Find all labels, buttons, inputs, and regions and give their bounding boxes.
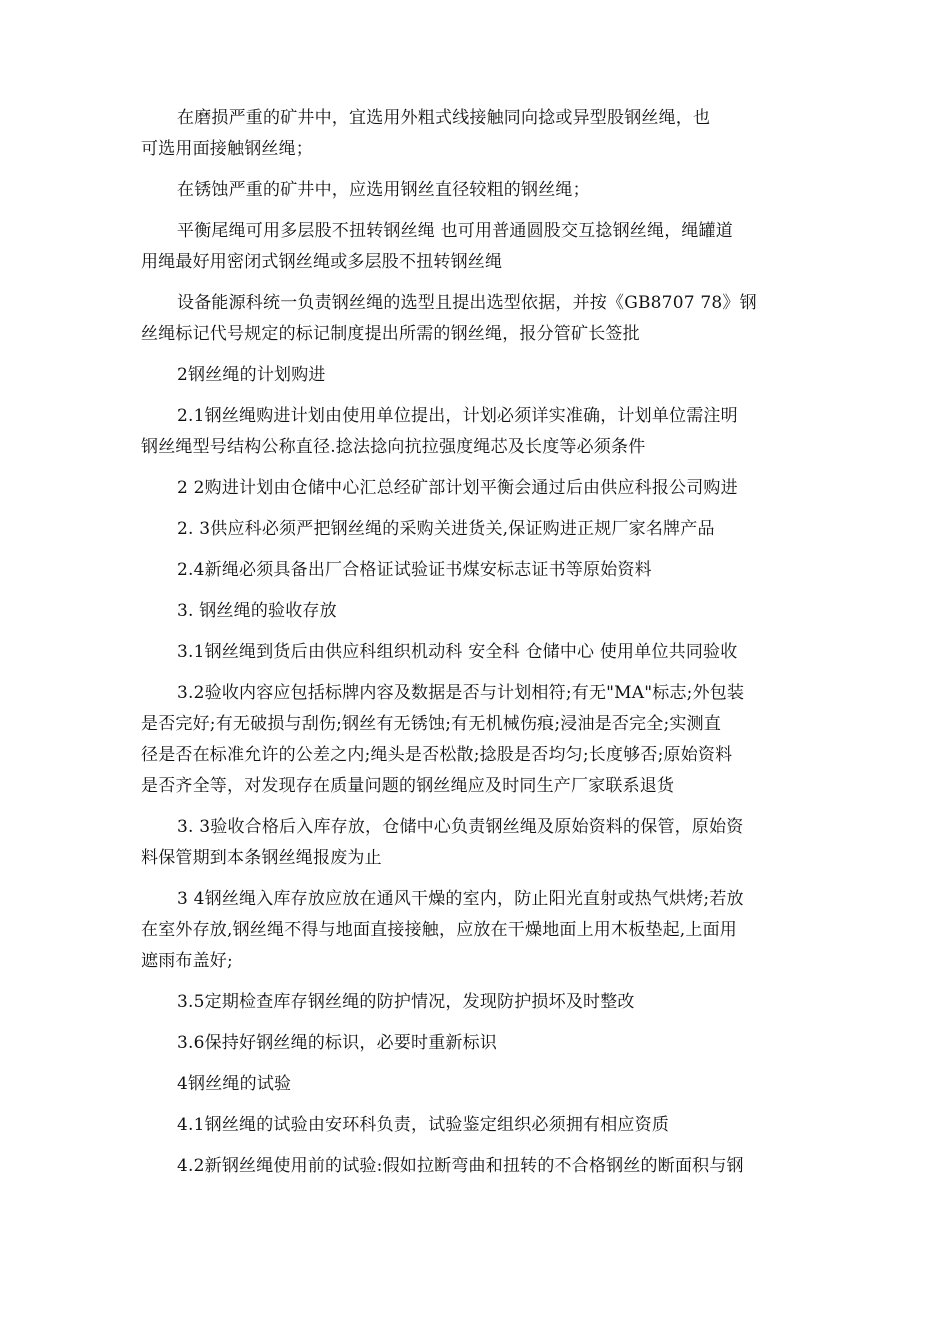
- text-line: 遮雨布盖好;: [141, 951, 233, 971]
- paragraph: [141, 1069, 817, 1100]
- text-line: 4.1钢丝绳的试验由安环科负责，试验鉴定组织必须拥有相应资质: [177, 1115, 670, 1135]
- text-line: 钢丝绳型号结构公称直径.捻法捻向抗拉强度绳芯及长度等必须条件: [141, 437, 646, 457]
- paragraph: [141, 473, 817, 504]
- paragraph: [141, 1151, 817, 1182]
- text-line: 在室外存放,钢丝绳不得与地面直接接触，应放在干燥地面上用木板垫起,上面用: [141, 920, 738, 940]
- paragraph: [141, 514, 817, 545]
- paragraph: [141, 288, 817, 350]
- paragraph: [141, 596, 817, 627]
- text-line: 在锈蚀严重的矿井中，应选用钢丝直径较粗的钢丝绳；: [177, 180, 590, 200]
- paragraph: [141, 360, 817, 391]
- paragraph: [141, 1110, 817, 1141]
- text-line: 3 4钢丝绳入库存放应放在通风干燥的室内，防止阳光直射或热气烘烤;若放: [177, 889, 744, 909]
- paragraph: [141, 1028, 817, 1059]
- paragraph: [141, 812, 817, 874]
- text-line: 是否完好;有无破损与刮伤;钢丝有无锈蚀;有无机械伤痕;浸油是否完全;实测直: [141, 714, 722, 734]
- text-line: 2. 3供应科必须严把钢丝绳的采购关进货关,保证购进正规厂家名牌产品: [177, 519, 715, 539]
- paragraph: [141, 555, 817, 586]
- paragraph: [141, 216, 817, 278]
- paragraph: [141, 175, 817, 206]
- text-line: 3.6保持好钢丝绳的标识，必要时重新标识: [177, 1033, 498, 1053]
- text-line: 3. 钢丝绳的验收存放: [177, 601, 337, 621]
- text-line: 2.1钢丝绳购进计划由使用单位提出，计划必须详实准确，计划单位需注明: [177, 406, 738, 426]
- paragraph: [141, 884, 817, 977]
- text-line: 丝绳标记代号规定的标记制度提出所需的钢丝绳，报分管矿长签批: [141, 324, 640, 344]
- text-line: 3.5定期检查库存钢丝绳的防护情况，发现防护损坏及时整改: [177, 992, 635, 1012]
- paragraph: [141, 103, 817, 165]
- paragraph: [141, 678, 817, 802]
- text-line: 2钢丝绳的计划购进: [177, 365, 326, 385]
- paragraph: [141, 637, 817, 668]
- text-line: 3. 3验收合格后入库存放，仓储中心负责钢丝绳及原始资料的保管，原始资: [177, 817, 744, 837]
- text-line: 3.2验收内容应包括标牌内容及数据是否与计划相符;有无"MA"标志;外包装: [177, 683, 745, 703]
- text-line: 料保管期到本条钢丝绳报废为止: [141, 848, 382, 868]
- text-line: 2.4新绳必须具备出厂合格证试验证书煤安标志证书等原始资料: [177, 560, 652, 580]
- document-body: [141, 103, 817, 1192]
- text-line: 2 2购进计划由仓储中心汇总经矿部计划平衡会通过后由供应科报公司购进: [177, 478, 738, 498]
- text-line: 用绳最好用密闭式钢丝绳或多层股不扭转钢丝绳: [141, 252, 503, 272]
- text-line: 设备能源科统一负责钢丝绳的选型且提出选型依据，并按《GB8707 78》钢: [177, 293, 757, 313]
- text-line: 4钢丝绳的试验: [177, 1074, 292, 1094]
- text-line: 可选用面接触钢丝绳；: [141, 139, 313, 159]
- text-line: 3.1钢丝绳到货后由供应科组织机动科 安全科 仓储中心 使用单位共同验收: [177, 642, 738, 662]
- paragraph: [141, 987, 817, 1018]
- text-line: 平衡尾绳可用多层股不扭转钢丝绳 也可用普通圆股交互捻钢丝绳，绳罐道: [177, 221, 734, 241]
- text-line: 径是否在标准允许的公差之内;绳头是否松散;捻股是否均匀;长度够否;原始资料: [141, 745, 733, 765]
- paragraph: [141, 401, 817, 463]
- text-line: 在磨损严重的矿井中，宜选用外粗式线接触同向捻或异型股钢丝绳，也: [177, 108, 711, 128]
- text-line: 是否齐全等，对发现存在质量问题的钢丝绳应及时同生产厂家联系退货: [141, 776, 675, 796]
- text-line: 4.2新钢丝绳使用前的试验:假如拉断弯曲和扭转的不合格钢丝的断面积与钢: [177, 1156, 744, 1176]
